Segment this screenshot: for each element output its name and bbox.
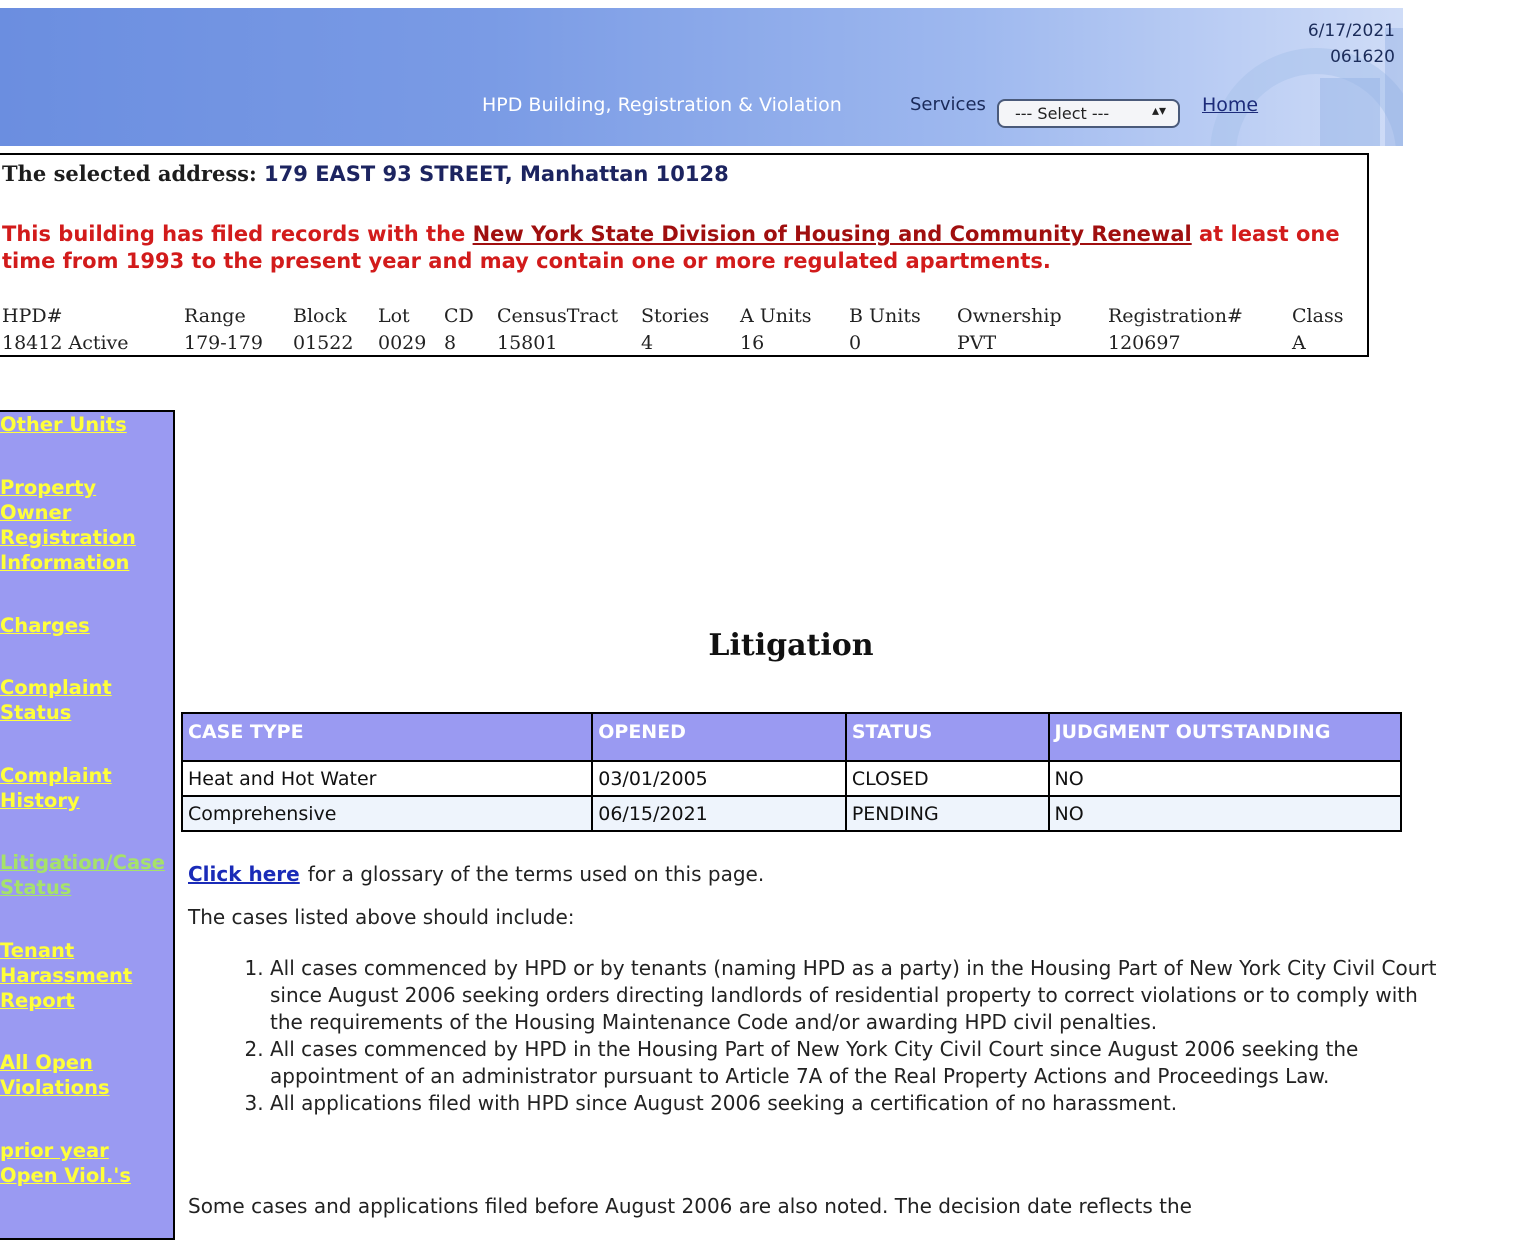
sidebar-item-label: Report	[0, 989, 75, 1012]
opened-cell: 03/01/2005	[592, 761, 846, 796]
select-arrows-icon: ▴▾	[1151, 103, 1166, 119]
sidebar-item-tenant-harassment-report[interactable]	[0, 938, 132, 1013]
building-info-header: Registration#	[1108, 305, 1243, 327]
sidebar-nav	[0, 410, 175, 1240]
building-info-value: 01522	[293, 332, 354, 354]
case-type-cell: Heat and Hot Water	[182, 761, 592, 796]
sidebar-item-complaint-history[interactable]	[0, 763, 112, 813]
building-info-value: 4	[641, 332, 654, 354]
building-info-header: HPD#	[2, 305, 63, 327]
glossary-link[interactable]: Click here	[188, 862, 300, 886]
building-info-value: 15801	[497, 332, 558, 354]
list-item: 2. All cases commenced by HPD in the Housing Part of New York City Civil Court since August 2006 seeking the appointment of an administrator pursuant to Article 7A of the Real Property Actions and Proceedings Law.	[270, 1036, 1440, 1090]
building-info-value: 16	[740, 332, 765, 354]
services-label: Services	[910, 94, 986, 115]
sidebar-item-label: Harassment	[0, 964, 133, 987]
column-header: CASE TYPE	[182, 713, 592, 761]
building-info-header: Block	[293, 305, 347, 327]
sidebar-item-label: Complaint	[0, 764, 112, 787]
dhcr-link[interactable]: New York State Division of Housing and Community Renewal	[472, 222, 1192, 246]
case-type-cell: Comprehensive	[182, 796, 592, 831]
selected-address	[2, 161, 729, 186]
judgment-cell: NO	[1049, 796, 1401, 831]
address-box	[0, 153, 1369, 357]
sidebar-item-litigation-case-status[interactable]	[0, 850, 165, 900]
sidebar-item-label: History	[0, 789, 80, 812]
sidebar-item-label: Litigation/Case	[0, 851, 165, 874]
sidebar-item-all-open-violations[interactable]	[0, 1050, 110, 1100]
table-row	[182, 761, 1401, 796]
column-header: JUDGMENT OUTSTANDING	[1049, 713, 1401, 761]
header-date: 6/17/2021	[1307, 21, 1395, 41]
header-banner	[0, 8, 1403, 146]
building-info-header: Lot	[378, 305, 410, 327]
opened-cell: 06/15/2021	[592, 796, 846, 831]
banner-decoration	[1320, 78, 1380, 146]
sidebar-item-label: Registration	[0, 526, 136, 549]
sidebar-item-label: Status	[0, 701, 72, 724]
building-info-header: CD	[444, 305, 474, 327]
sidebar-item-label: Information	[0, 551, 130, 574]
sidebar-item-label: Owner	[0, 501, 72, 524]
sidebar-item-label: All Open	[0, 1051, 93, 1074]
sidebar-item-label: Violations	[0, 1076, 110, 1099]
list-item: 1. All cases commenced by HPD or by tenants (naming HPD as a party) in the Housing Part of New York City Civil Court since August 2006 seeking orders directing landlords of residential property to correct violations or to comply with the requirements of the Housing Maintenance Code and/or awarding HPD civil penalties.	[270, 955, 1440, 1036]
building-info-header: Stories	[641, 305, 710, 327]
table-row	[182, 796, 1401, 831]
home-link[interactable]: Home	[1202, 94, 1259, 116]
sidebar-item-label: prior year	[0, 1139, 109, 1162]
building-info-value: 0029	[378, 332, 427, 354]
notice-text-before: This building has filed records with the	[2, 222, 473, 246]
building-info-value: 120697	[1108, 332, 1181, 354]
glossary-line	[188, 862, 764, 886]
sidebar-item-label: Complaint	[0, 676, 112, 699]
building-info-header: Class	[1292, 305, 1344, 327]
address-value: 179 EAST 93 STREET, Manhattan 10128	[264, 162, 729, 186]
cases-intro: The cases listed above should include:	[188, 905, 575, 929]
dhcr-notice	[2, 221, 1352, 275]
notice-text-after: at least one time from 1993 to the present year and may contain one or more regulated apartments.	[2, 222, 1340, 273]
header-title: HPD Building, Registration & Violation	[482, 94, 842, 116]
cases-list	[230, 955, 1440, 1117]
cases-footnote: Some cases and applications filed before August 2006 are also noted. The decision date reflects the	[188, 1194, 1192, 1218]
services-select-value: --- Select ---	[1015, 104, 1110, 123]
sidebar-item-label: Tenant	[0, 939, 75, 962]
litigation-table	[181, 712, 1402, 832]
building-info-value: 179-179	[184, 332, 263, 354]
list-item: 3. All applications filed with HPD since August 2006 seeking a certification of no harassment.	[270, 1090, 1440, 1117]
building-info-header: B Units	[849, 305, 921, 327]
building-info-value: A	[1292, 332, 1306, 354]
status-cell: CLOSED	[846, 761, 1049, 796]
header-code: 061620	[1330, 47, 1395, 67]
glossary-text: for a glossary of the terms used on this page.	[307, 862, 765, 886]
building-info-value: 8	[444, 332, 457, 354]
sidebar-item-label: Status	[0, 876, 72, 899]
sidebar-item-label: Charges	[0, 614, 90, 637]
judgment-cell: NO	[1049, 761, 1401, 796]
sidebar-item-label: Property	[0, 476, 97, 499]
services-select[interactable]	[997, 99, 1180, 128]
header-date-block	[1308, 18, 1395, 70]
building-info-value: PVT	[957, 332, 997, 354]
sidebar-item-complaint-status[interactable]	[0, 675, 112, 725]
sidebar-item-other-units[interactable]	[0, 412, 127, 437]
building-info-value: 18412 Active	[2, 332, 129, 354]
building-info-header: CensusTract	[497, 305, 619, 327]
sidebar-item-charges[interactable]	[0, 613, 90, 638]
building-info-header: A Units	[740, 305, 812, 327]
status-cell: PENDING	[846, 796, 1049, 831]
page-title: Litigation	[708, 628, 874, 663]
sidebar-item-label: Open Viol.'s	[0, 1164, 131, 1187]
table-header-row	[182, 713, 1401, 761]
building-info-header: Range	[184, 305, 246, 327]
address-prefix: The selected address:	[2, 161, 265, 186]
building-info-header: Ownership	[957, 305, 1062, 327]
sidebar-item-label: Other Units	[0, 413, 127, 436]
column-header: STATUS	[846, 713, 1049, 761]
column-header: OPENED	[592, 713, 846, 761]
sidebar-item-prior-year-open-violations[interactable]	[0, 1138, 131, 1188]
building-info-value: 0	[849, 332, 862, 354]
sidebar-item-property-owner-registration[interactable]	[0, 475, 136, 575]
